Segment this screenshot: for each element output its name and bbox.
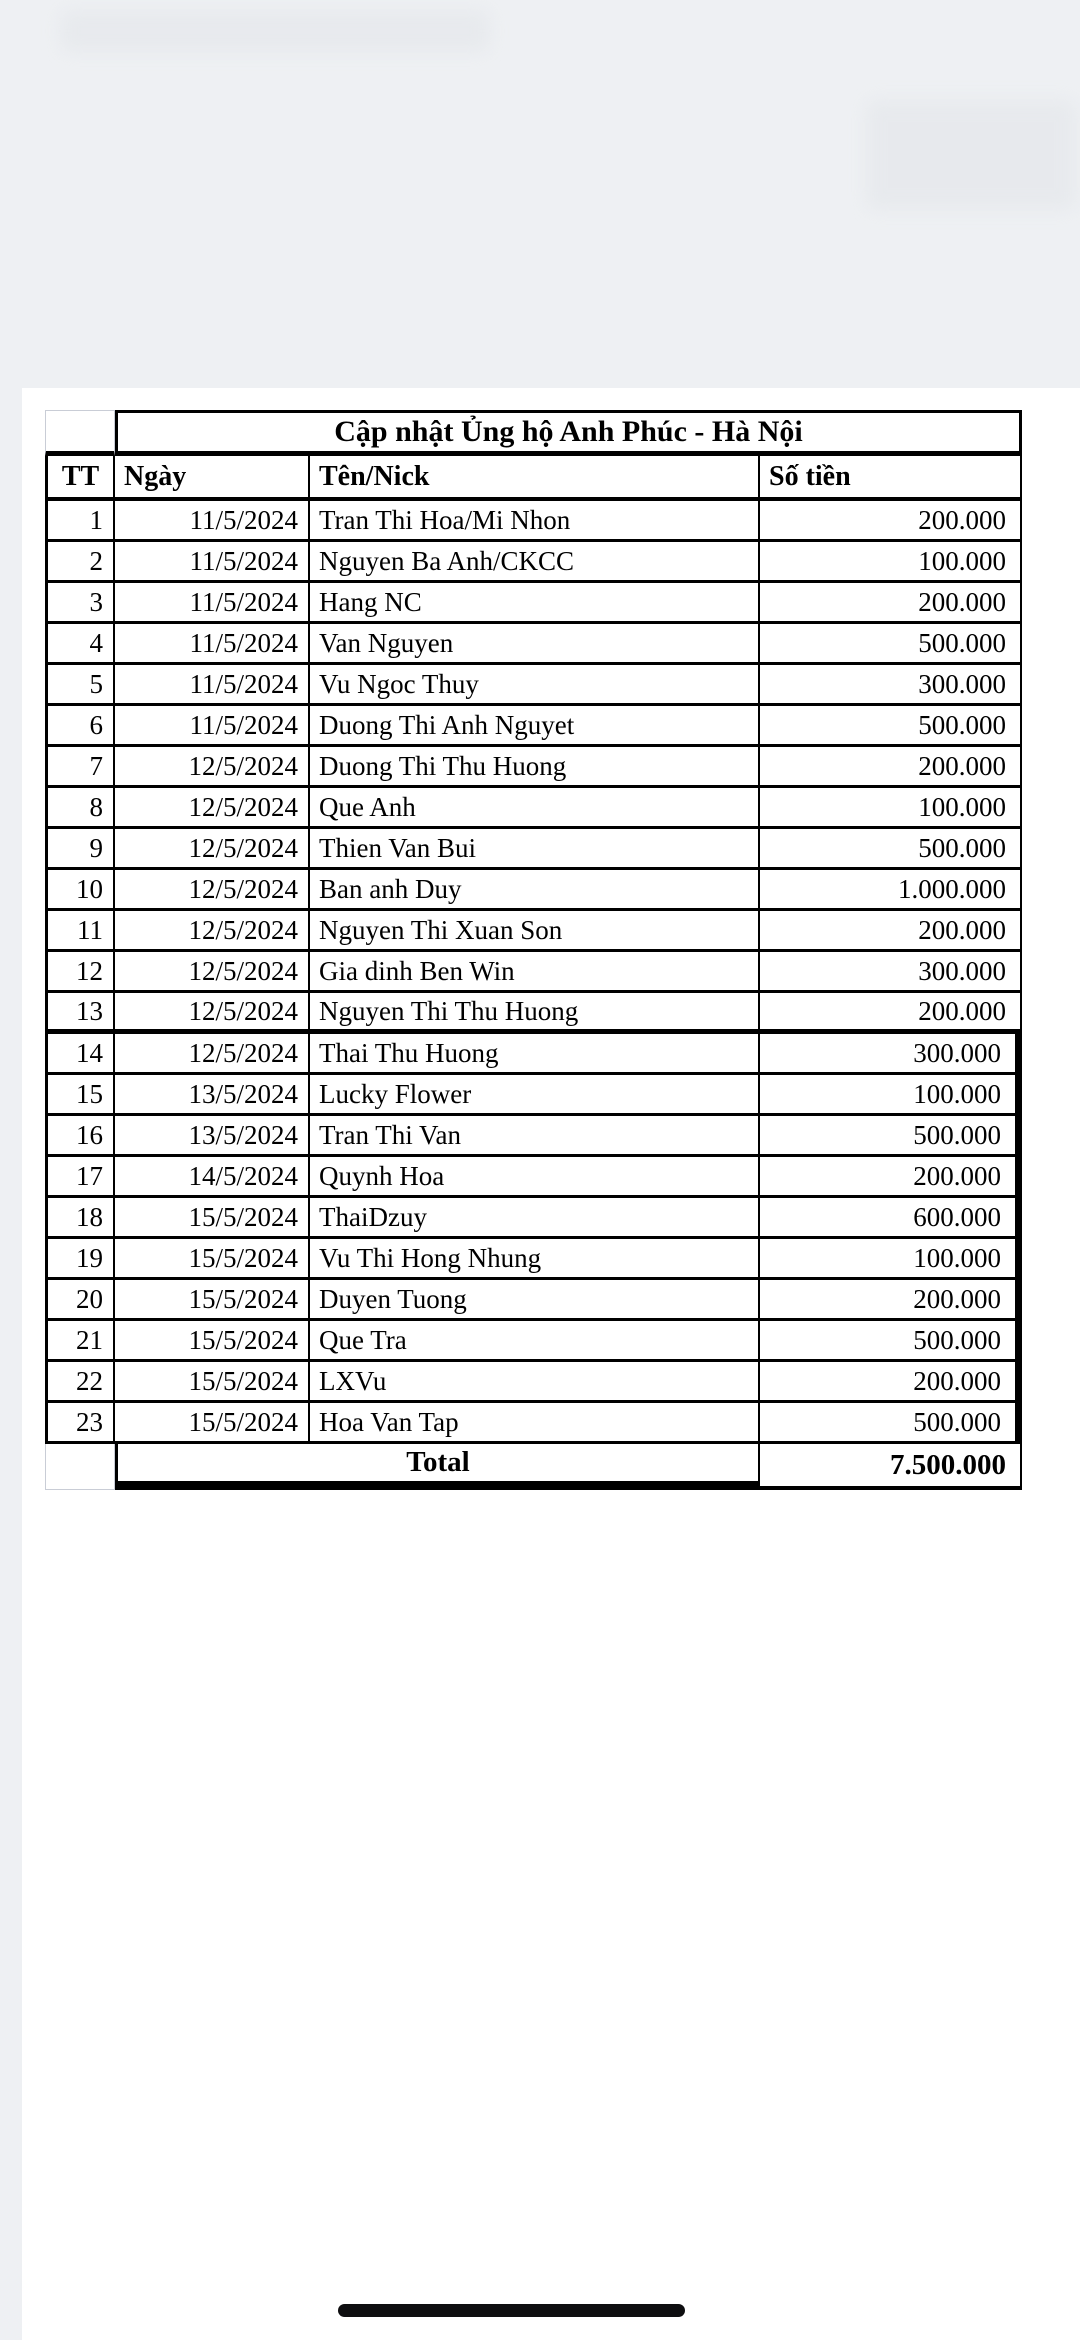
cell-index: 12 bbox=[45, 952, 115, 993]
cell-index: 9 bbox=[45, 829, 115, 870]
cell-amount: 500.000 bbox=[760, 1116, 1022, 1157]
header-tt: TT bbox=[45, 456, 115, 501]
cell-amount: 1.000.000 bbox=[760, 870, 1022, 911]
cell-date: 13/5/2024 bbox=[115, 1116, 310, 1157]
cell-date: 14/5/2024 bbox=[115, 1157, 310, 1198]
table-row bbox=[45, 624, 1022, 665]
cell-name: Duyen Tuong bbox=[310, 1280, 760, 1321]
total-label: Total bbox=[115, 1444, 760, 1490]
cell-date: 12/5/2024 bbox=[115, 870, 310, 911]
cell-amount: 500.000 bbox=[760, 1321, 1022, 1362]
cell-index: 13 bbox=[45, 993, 115, 1034]
table-row bbox=[45, 706, 1022, 747]
table-row bbox=[45, 1362, 1022, 1403]
table-body bbox=[45, 501, 1022, 1444]
cell-amount: 200.000 bbox=[760, 747, 1022, 788]
cell-amount: 100.000 bbox=[760, 788, 1022, 829]
cell-amount: 200.000 bbox=[760, 1157, 1022, 1198]
cell-amount: 200.000 bbox=[760, 1362, 1022, 1403]
cell-date: 15/5/2024 bbox=[115, 1321, 310, 1362]
table-row bbox=[45, 501, 1022, 542]
header-name: Tên/Nick bbox=[310, 456, 760, 501]
table-header-row bbox=[45, 456, 1022, 501]
table-row bbox=[45, 952, 1022, 993]
table-row bbox=[45, 911, 1022, 952]
cell-index: 16 bbox=[45, 1116, 115, 1157]
corner-empty-cell bbox=[45, 410, 115, 456]
cell-index: 8 bbox=[45, 788, 115, 829]
table-row bbox=[45, 1034, 1022, 1075]
cell-amount: 200.000 bbox=[760, 993, 1022, 1034]
cell-date: 15/5/2024 bbox=[115, 1403, 310, 1444]
header-amount: Số tiền bbox=[760, 456, 1022, 501]
table-row bbox=[45, 1403, 1022, 1444]
cell-amount: 600.000 bbox=[760, 1198, 1022, 1239]
cell-amount: 100.000 bbox=[760, 1075, 1022, 1116]
table-title-row bbox=[45, 410, 1022, 456]
cell-index: 22 bbox=[45, 1362, 115, 1403]
cell-name: Hang NC bbox=[310, 583, 760, 624]
cell-index: 3 bbox=[45, 583, 115, 624]
cell-amount: 300.000 bbox=[760, 952, 1022, 993]
table-total-row bbox=[45, 1444, 1022, 1490]
cell-index: 6 bbox=[45, 706, 115, 747]
cell-name: Tran Thi Van bbox=[310, 1116, 760, 1157]
table-title: Cập nhật Ủng hộ Anh Phúc - Hà Nội bbox=[115, 410, 1022, 456]
cell-index: 19 bbox=[45, 1239, 115, 1280]
cell-date: 15/5/2024 bbox=[115, 1198, 310, 1239]
cell-date: 12/5/2024 bbox=[115, 747, 310, 788]
cell-date: 12/5/2024 bbox=[115, 1034, 310, 1075]
cell-date: 11/5/2024 bbox=[115, 706, 310, 747]
cell-date: 15/5/2024 bbox=[115, 1280, 310, 1321]
cell-amount: 500.000 bbox=[760, 624, 1022, 665]
cell-amount: 300.000 bbox=[760, 665, 1022, 706]
cell-amount: 500.000 bbox=[760, 706, 1022, 747]
table-row bbox=[45, 747, 1022, 788]
cell-date: 15/5/2024 bbox=[115, 1239, 310, 1280]
cell-amount: 500.000 bbox=[760, 1403, 1022, 1444]
cell-date: 11/5/2024 bbox=[115, 624, 310, 665]
table-row bbox=[45, 583, 1022, 624]
table-row bbox=[45, 788, 1022, 829]
cell-name: Tran Thi Hoa/Mi Nhon bbox=[310, 501, 760, 542]
table-row bbox=[45, 1157, 1022, 1198]
table-row bbox=[45, 870, 1022, 911]
header-date: Ngày bbox=[115, 456, 310, 501]
cell-name: Van Nguyen bbox=[310, 624, 760, 665]
cell-name: ThaiDzuy bbox=[310, 1198, 760, 1239]
cell-amount: 500.000 bbox=[760, 829, 1022, 870]
cell-date: 13/5/2024 bbox=[115, 1075, 310, 1116]
cell-name: Nguyen Ba Anh/CKCC bbox=[310, 542, 760, 583]
cell-name: Lucky Flower bbox=[310, 1075, 760, 1116]
cell-name: Que Tra bbox=[310, 1321, 760, 1362]
cell-date: 11/5/2024 bbox=[115, 665, 310, 706]
cell-name: Vu Ngoc Thuy bbox=[310, 665, 760, 706]
cell-name: LXVu bbox=[310, 1362, 760, 1403]
cell-index: 21 bbox=[45, 1321, 115, 1362]
cell-amount: 100.000 bbox=[760, 542, 1022, 583]
home-indicator[interactable] bbox=[338, 2304, 685, 2317]
cell-date: 11/5/2024 bbox=[115, 501, 310, 542]
cell-index: 5 bbox=[45, 665, 115, 706]
cell-amount: 200.000 bbox=[760, 1280, 1022, 1321]
cell-index: 7 bbox=[45, 747, 115, 788]
table-row bbox=[45, 542, 1022, 583]
cell-name: Gia dinh Ben Win bbox=[310, 952, 760, 993]
cell-index: 14 bbox=[45, 1034, 115, 1075]
cell-amount: 200.000 bbox=[760, 911, 1022, 952]
table-row bbox=[45, 1075, 1022, 1116]
spreadsheet-image bbox=[22, 388, 1080, 2340]
cell-date: 15/5/2024 bbox=[115, 1362, 310, 1403]
donation-table bbox=[45, 410, 1022, 1490]
cell-name: Thien Van Bui bbox=[310, 829, 760, 870]
cell-name: Nguyen Thi Thu Huong bbox=[310, 993, 760, 1034]
cell-index: 10 bbox=[45, 870, 115, 911]
cell-name: Duong Thi Thu Huong bbox=[310, 747, 760, 788]
total-amount: 7.500.000 bbox=[760, 1444, 1022, 1490]
cell-name: Thai Thu Huong bbox=[310, 1034, 760, 1075]
cell-index: 11 bbox=[45, 911, 115, 952]
cell-date: 12/5/2024 bbox=[115, 993, 310, 1034]
cell-amount: 200.000 bbox=[760, 501, 1022, 542]
table-row bbox=[45, 1239, 1022, 1280]
table-row bbox=[45, 829, 1022, 870]
cell-amount: 100.000 bbox=[760, 1239, 1022, 1280]
cell-amount: 300.000 bbox=[760, 1034, 1022, 1075]
cell-index: 23 bbox=[45, 1403, 115, 1444]
table-row bbox=[45, 993, 1022, 1034]
cell-date: 11/5/2024 bbox=[115, 542, 310, 583]
cell-name: Que Anh bbox=[310, 788, 760, 829]
table-row bbox=[45, 1321, 1022, 1362]
cell-date: 11/5/2024 bbox=[115, 583, 310, 624]
table-row bbox=[45, 665, 1022, 706]
cell-name: Vu Thi Hong Nhung bbox=[310, 1239, 760, 1280]
total-empty-cell bbox=[45, 1444, 115, 1490]
cell-name: Nguyen Thi Xuan Son bbox=[310, 911, 760, 952]
cell-index: 18 bbox=[45, 1198, 115, 1239]
cell-date: 12/5/2024 bbox=[115, 788, 310, 829]
cell-index: 15 bbox=[45, 1075, 115, 1116]
faded-artifact-top-left bbox=[60, 10, 490, 52]
faded-artifact-top-right bbox=[866, 100, 1076, 210]
cell-name: Ban anh Duy bbox=[310, 870, 760, 911]
cell-name: Duong Thi Anh Nguyet bbox=[310, 706, 760, 747]
cell-date: 12/5/2024 bbox=[115, 952, 310, 993]
cell-amount: 200.000 bbox=[760, 583, 1022, 624]
cell-index: 20 bbox=[45, 1280, 115, 1321]
cell-index: 17 bbox=[45, 1157, 115, 1198]
table-row bbox=[45, 1198, 1022, 1239]
cell-date: 12/5/2024 bbox=[115, 911, 310, 952]
cell-date: 12/5/2024 bbox=[115, 829, 310, 870]
cell-name: Hoa Van Tap bbox=[310, 1403, 760, 1444]
table-row bbox=[45, 1116, 1022, 1157]
cell-index: 4 bbox=[45, 624, 115, 665]
table-row bbox=[45, 1280, 1022, 1321]
cell-index: 1 bbox=[45, 501, 115, 542]
cell-name: Quynh Hoa bbox=[310, 1157, 760, 1198]
cell-index: 2 bbox=[45, 542, 115, 583]
